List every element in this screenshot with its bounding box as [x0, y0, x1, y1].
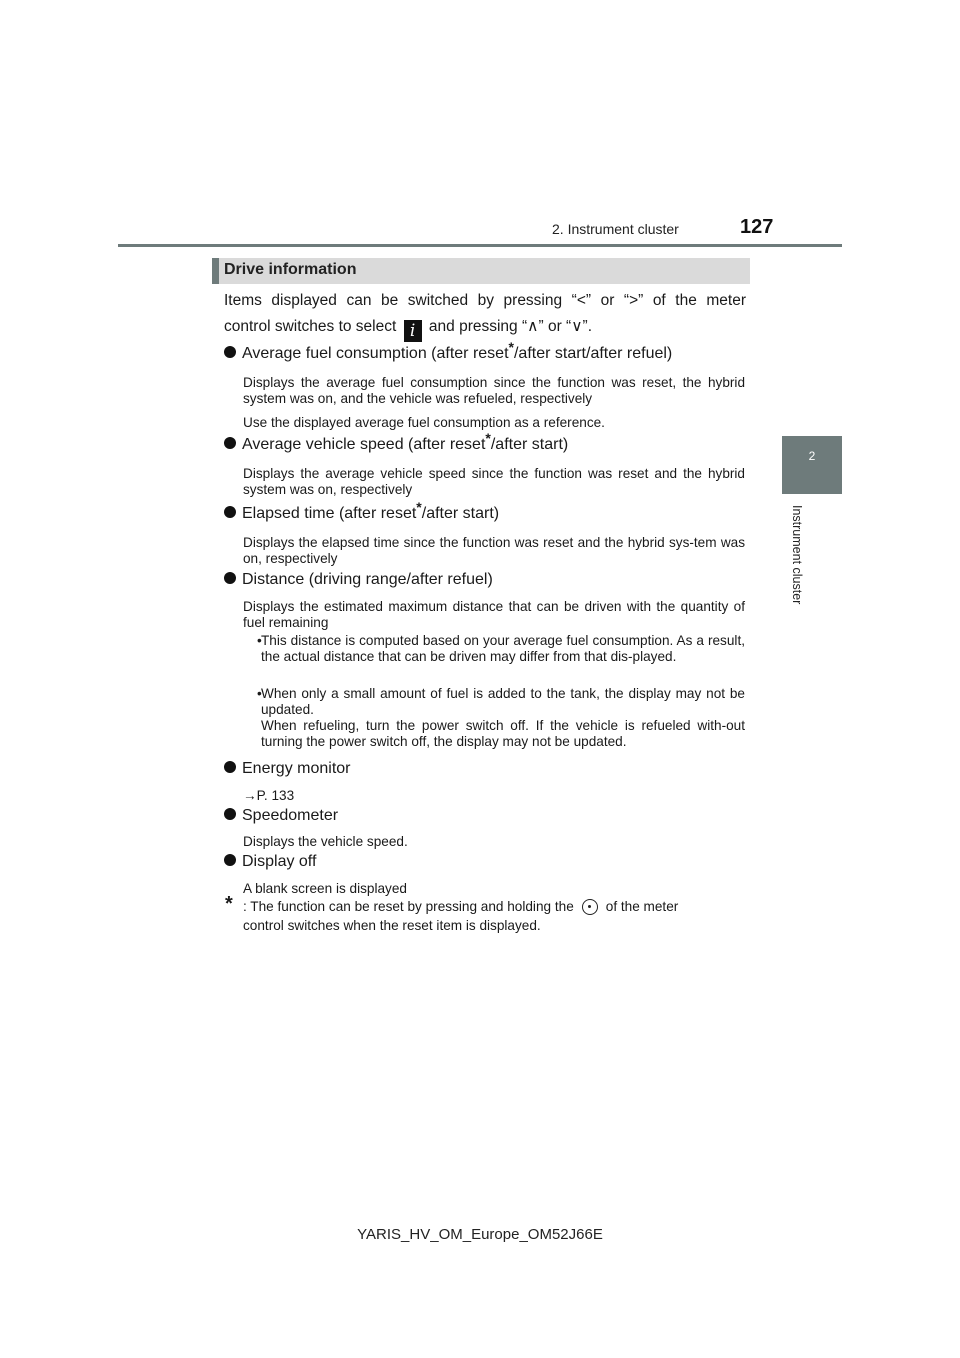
- chapter-label: Instrument cluster: [790, 505, 804, 605]
- bullet-icon: [224, 346, 236, 358]
- footnote-marker: *: [225, 893, 233, 915]
- item-description: Use the displayed average fuel consumption as a reference.: [243, 415, 605, 430]
- footnote-line-2: control switches when the reset item is displayed.: [243, 918, 541, 933]
- list-item: Average fuel consumption (after reset*/after start/after refuel): [224, 345, 672, 363]
- info-icon: i: [404, 320, 422, 342]
- item-description: A blank screen is displayed: [243, 881, 407, 896]
- item-description: Displays the average fuel consumption since the function was reset, the hybrid system was on, and the vehicle was refueled, respectively: [243, 375, 745, 406]
- sub-item: • When only a small amount of fuel is added to the tank, the display may not be updated. When refueling, turn the power switch off. If the vehicle is refueled with-out turning the power switch off, the display may not be updated.: [257, 686, 745, 749]
- item-description: Displays the estimated maximum distance that can be driven with the quantity of fuel remaining: [243, 599, 745, 630]
- chapter-tab: [782, 436, 842, 494]
- item-description: Displays the vehicle speed.: [243, 834, 408, 849]
- list-item: Display off: [224, 853, 316, 871]
- list-item: Distance (driving range/after refuel): [224, 571, 493, 589]
- sub-item: • This distance is computed based on your average fuel consumption. As a result, the actual distance that can be driven may differ from that dis-played.: [257, 633, 745, 664]
- item-description: Displays the average vehicle speed since the function was reset and the hybrid system was on, respectively: [243, 466, 745, 497]
- bullet-icon: [224, 808, 236, 820]
- section-title: 2. Instrument cluster: [552, 221, 679, 237]
- header-rule: [118, 244, 842, 247]
- chapter-number: 2: [808, 449, 816, 463]
- intro-line-1: Items displayed can be switched by pressing “<” or “>” of the meter: [224, 292, 746, 309]
- list-item: Speedometer: [224, 807, 338, 825]
- page-reference: →P. 133: [243, 788, 295, 803]
- intro-line-2: control switches to select i and pressing “∧” or “∨”.: [224, 318, 593, 341]
- footnote-line-1: : The function can be reset by pressing and holding the of the meter: [243, 899, 679, 914]
- list-item: Average vehicle speed (after reset*/after start): [224, 436, 568, 454]
- list-item: Energy monitor: [224, 760, 351, 778]
- banner-title: Drive information: [224, 261, 357, 278]
- banner-accent: [212, 258, 219, 284]
- bullet-icon: [224, 437, 236, 449]
- reset-button-icon: [582, 899, 598, 915]
- list-item: Elapsed time (after reset*/after start): [224, 505, 499, 523]
- page-number: 127: [740, 216, 774, 238]
- bullet-icon: [224, 761, 236, 773]
- bullet-icon: [224, 854, 236, 866]
- bullet-icon: [224, 572, 236, 584]
- document-id: YARIS_HV_OM_Europe_OM52J66E: [357, 1226, 603, 1243]
- bullet-icon: [224, 506, 236, 518]
- item-description: Displays the elapsed time since the function was reset and the hybrid sys-tem was on, respectively: [243, 535, 745, 566]
